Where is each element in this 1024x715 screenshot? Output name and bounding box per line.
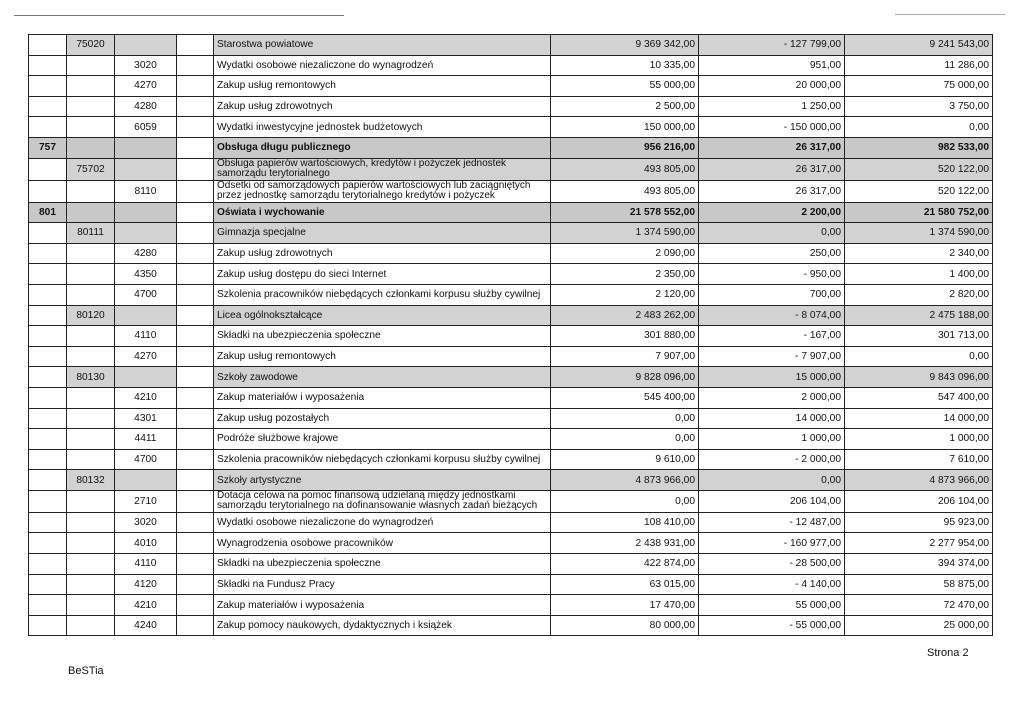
rozdzial-cell: [67, 117, 115, 138]
plan-amount-cell: 80 000,00: [551, 615, 699, 636]
rozdzial-cell: [67, 326, 115, 347]
plan-amount-cell: 2 438 931,00: [551, 533, 699, 554]
paragraf-cell: [115, 202, 177, 223]
dzial-cell: 757: [29, 137, 67, 158]
paragraf-cell: [115, 35, 177, 56]
paragraf-cell: 4010: [115, 533, 177, 554]
dzial-cell: [29, 223, 67, 244]
paragraf-cell: 4120: [115, 574, 177, 595]
rozdzial-cell: 75702: [67, 158, 115, 180]
rozdzial-cell: [67, 449, 115, 470]
dzial-cell: [29, 55, 67, 76]
paragraf-cell: 2710: [115, 490, 177, 512]
dzial-cell: [29, 615, 67, 636]
plan-amount-cell: 2 500,00: [551, 96, 699, 117]
table-row: [29, 429, 993, 450]
dzial-cell: [29, 284, 67, 305]
change-amount-cell: - 150 000,00: [699, 117, 845, 138]
after-change-amount-cell: 520 122,00: [845, 158, 993, 180]
change-amount-cell: 1 000,00: [699, 429, 845, 450]
paragraf-cell: 4270: [115, 76, 177, 97]
table-row: [29, 158, 993, 180]
table-row: [29, 346, 993, 367]
scan-edge-line: [14, 15, 344, 16]
budget-table-body: [29, 35, 993, 636]
change-amount-cell: - 127 799,00: [699, 35, 845, 56]
after-change-amount-cell: 2 475 188,00: [845, 305, 993, 326]
empty-cell: [177, 449, 214, 470]
change-amount-cell: - 160 977,00: [699, 533, 845, 554]
plan-amount-cell: 10 335,00: [551, 55, 699, 76]
dzial-cell: [29, 35, 67, 56]
plan-amount-cell: 0,00: [551, 490, 699, 512]
table-row: [29, 554, 993, 575]
empty-cell: [177, 554, 214, 575]
table-row: [29, 512, 993, 533]
change-amount-cell: - 167,00: [699, 326, 845, 347]
description-cell: Wydatki osobowe niezaliczone do wynagrodzeń: [214, 55, 551, 76]
rozdzial-cell: [67, 202, 115, 223]
plan-amount-cell: 9 610,00: [551, 449, 699, 470]
description-cell: Zakup usług zdrowotnych: [214, 96, 551, 117]
dzial-cell: [29, 408, 67, 429]
change-amount-cell: 1 250,00: [699, 96, 845, 117]
plan-amount-cell: 21 578 552,00: [551, 202, 699, 223]
description-cell: Zakup usług remontowych: [214, 76, 551, 97]
dzial-cell: [29, 429, 67, 450]
table-row: [29, 387, 993, 408]
dzial-cell: [29, 449, 67, 470]
description-cell: Zakup usług zdrowotnych: [214, 243, 551, 264]
description-cell: Wynagrodzenia osobowe pracowników: [214, 533, 551, 554]
empty-cell: [177, 35, 214, 56]
table-row: [29, 117, 993, 138]
after-change-amount-cell: 206 104,00: [845, 490, 993, 512]
change-amount-cell: 206 104,00: [699, 490, 845, 512]
empty-cell: [177, 76, 214, 97]
description-cell: Obsługa papierów wartościowych, kredytów i pożyczek jednostek samorządu terytorialnego: [214, 158, 551, 180]
dzial-cell: [29, 158, 67, 180]
dzial-cell: [29, 387, 67, 408]
table-row: [29, 326, 993, 347]
change-amount-cell: 55 000,00: [699, 595, 845, 616]
table-row: [29, 595, 993, 616]
plan-amount-cell: 2 350,00: [551, 264, 699, 285]
after-change-amount-cell: 301 713,00: [845, 326, 993, 347]
paragraf-cell: 4280: [115, 243, 177, 264]
dzial-cell: [29, 326, 67, 347]
footer-page-number: Strona 2: [927, 647, 969, 659]
description-cell: Licea ogólnokształcące: [214, 305, 551, 326]
empty-cell: [177, 180, 214, 202]
plan-amount-cell: 956 216,00: [551, 137, 699, 158]
rozdzial-cell: [67, 264, 115, 285]
empty-cell: [177, 117, 214, 138]
plan-amount-cell: 9 828 096,00: [551, 367, 699, 388]
after-change-amount-cell: 25 000,00: [845, 615, 993, 636]
after-change-amount-cell: 95 923,00: [845, 512, 993, 533]
rozdzial-cell: [67, 96, 115, 117]
paragraf-cell: 3020: [115, 55, 177, 76]
empty-cell: [177, 55, 214, 76]
after-change-amount-cell: 11 286,00: [845, 55, 993, 76]
empty-cell: [177, 346, 214, 367]
plan-amount-cell: 55 000,00: [551, 76, 699, 97]
paragraf-cell: 4301: [115, 408, 177, 429]
after-change-amount-cell: 547 400,00: [845, 387, 993, 408]
description-cell: Zakup usług pozostałych: [214, 408, 551, 429]
empty-cell: [177, 96, 214, 117]
empty-cell: [177, 367, 214, 388]
dzial-cell: [29, 264, 67, 285]
plan-amount-cell: 63 015,00: [551, 574, 699, 595]
description-cell: Zakup materiałów i wyposażenia: [214, 387, 551, 408]
dzial-cell: [29, 470, 67, 491]
rozdzial-cell: [67, 243, 115, 264]
paragraf-cell: [115, 305, 177, 326]
paragraf-cell: 4700: [115, 449, 177, 470]
plan-amount-cell: 545 400,00: [551, 387, 699, 408]
after-change-amount-cell: 1 000,00: [845, 429, 993, 450]
plan-amount-cell: 17 470,00: [551, 595, 699, 616]
plan-amount-cell: 493 805,00: [551, 158, 699, 180]
rozdzial-cell: 80111: [67, 223, 115, 244]
after-change-amount-cell: 4 873 966,00: [845, 470, 993, 491]
rozdzial-cell: [67, 284, 115, 305]
paragraf-cell: 4110: [115, 326, 177, 347]
rozdzial-cell: [67, 55, 115, 76]
paragraf-cell: 4280: [115, 96, 177, 117]
rozdzial-cell: [67, 408, 115, 429]
rozdzial-cell: [67, 554, 115, 575]
change-amount-cell: - 28 500,00: [699, 554, 845, 575]
after-change-amount-cell: 2 820,00: [845, 284, 993, 305]
change-amount-cell: 250,00: [699, 243, 845, 264]
rozdzial-cell: [67, 574, 115, 595]
table-row: [29, 223, 993, 244]
footer-software-label: BeSTia: [68, 665, 104, 677]
empty-cell: [177, 470, 214, 491]
plan-amount-cell: 0,00: [551, 429, 699, 450]
rozdzial-cell: [67, 615, 115, 636]
change-amount-cell: 0,00: [699, 470, 845, 491]
rozdzial-cell: [67, 180, 115, 202]
after-change-amount-cell: 14 000,00: [845, 408, 993, 429]
description-cell: Zakup pomocy naukowych, dydaktycznych i książek: [214, 615, 551, 636]
description-cell: Wydatki osobowe niezaliczone do wynagrodzeń: [214, 512, 551, 533]
after-change-amount-cell: 1 374 590,00: [845, 223, 993, 244]
table-row: [29, 137, 993, 158]
table-row: [29, 96, 993, 117]
plan-amount-cell: 2 120,00: [551, 284, 699, 305]
change-amount-cell: 951,00: [699, 55, 845, 76]
table-row: [29, 76, 993, 97]
rozdzial-cell: 75020: [67, 35, 115, 56]
dzial-cell: [29, 533, 67, 554]
description-cell: Gimnazja specjalne: [214, 223, 551, 244]
paragraf-cell: 4210: [115, 387, 177, 408]
plan-amount-cell: 1 374 590,00: [551, 223, 699, 244]
description-cell: Oświata i wychowanie: [214, 202, 551, 223]
after-change-amount-cell: 58 875,00: [845, 574, 993, 595]
paragraf-cell: 4110: [115, 554, 177, 575]
description-cell: Zakup usług dostępu do sieci Internet: [214, 264, 551, 285]
plan-amount-cell: 4 873 966,00: [551, 470, 699, 491]
paragraf-cell: 4240: [115, 615, 177, 636]
after-change-amount-cell: 72 470,00: [845, 595, 993, 616]
table-row: [29, 202, 993, 223]
paragraf-cell: 4411: [115, 429, 177, 450]
description-cell: Szkoły artystyczne: [214, 470, 551, 491]
paragraf-cell: 6059: [115, 117, 177, 138]
table-row: [29, 449, 993, 470]
rozdzial-cell: [67, 137, 115, 158]
after-change-amount-cell: 2 277 954,00: [845, 533, 993, 554]
dzial-cell: [29, 512, 67, 533]
paragraf-cell: 4700: [115, 284, 177, 305]
rozdzial-cell: 80120: [67, 305, 115, 326]
table-row: [29, 470, 993, 491]
change-amount-cell: 26 317,00: [699, 180, 845, 202]
table-row: [29, 243, 993, 264]
description-cell: Szkolenia pracowników niebędących członkami korpusu służby cywilnej: [214, 284, 551, 305]
change-amount-cell: 14 000,00: [699, 408, 845, 429]
paragraf-cell: [115, 137, 177, 158]
after-change-amount-cell: 9 843 096,00: [845, 367, 993, 388]
plan-amount-cell: 493 805,00: [551, 180, 699, 202]
rozdzial-cell: [67, 490, 115, 512]
rozdzial-cell: 80130: [67, 367, 115, 388]
change-amount-cell: - 2 000,00: [699, 449, 845, 470]
table-row: [29, 55, 993, 76]
empty-cell: [177, 429, 214, 450]
after-change-amount-cell: 0,00: [845, 346, 993, 367]
change-amount-cell: 26 317,00: [699, 137, 845, 158]
paragraf-cell: [115, 470, 177, 491]
description-cell: Składki na Fundusz Pracy: [214, 574, 551, 595]
empty-cell: [177, 223, 214, 244]
empty-cell: [177, 408, 214, 429]
dzial-cell: [29, 367, 67, 388]
rozdzial-cell: [67, 533, 115, 554]
description-cell: Dotacja celowa na pomoc finansową udzielaną między jednostkami samorządu terytorialnego na dofinansowanie własnych zadań bieżących: [214, 490, 551, 512]
change-amount-cell: 15 000,00: [699, 367, 845, 388]
after-change-amount-cell: 21 580 752,00: [845, 202, 993, 223]
budget-table: [28, 34, 993, 636]
table-row: [29, 533, 993, 554]
paragraf-cell: 4210: [115, 595, 177, 616]
rozdzial-cell: [67, 76, 115, 97]
rozdzial-cell: [67, 387, 115, 408]
change-amount-cell: - 12 487,00: [699, 512, 845, 533]
plan-amount-cell: 0,00: [551, 408, 699, 429]
rozdzial-cell: [67, 429, 115, 450]
plan-amount-cell: 422 874,00: [551, 554, 699, 575]
description-cell: Starostwa powiatowe: [214, 35, 551, 56]
table-row: [29, 367, 993, 388]
table-row: [29, 574, 993, 595]
dzial-cell: [29, 595, 67, 616]
description-cell: Odsetki od samorządowych papierów wartościowych lub zaciągniętych przez jednostkę samorządu terytorialnego kredytów i pożyczek: [214, 180, 551, 202]
change-amount-cell: - 950,00: [699, 264, 845, 285]
after-change-amount-cell: 0,00: [845, 117, 993, 138]
table-row: [29, 615, 993, 636]
paragraf-cell: 4270: [115, 346, 177, 367]
table-row: [29, 284, 993, 305]
table-row: [29, 490, 993, 512]
change-amount-cell: 0,00: [699, 223, 845, 244]
change-amount-cell: - 4 140,00: [699, 574, 845, 595]
change-amount-cell: 26 317,00: [699, 158, 845, 180]
empty-cell: [177, 574, 214, 595]
empty-cell: [177, 202, 214, 223]
rozdzial-cell: [67, 512, 115, 533]
paragraf-cell: 4350: [115, 264, 177, 285]
plan-amount-cell: 7 907,00: [551, 346, 699, 367]
empty-cell: [177, 284, 214, 305]
paragraf-cell: [115, 367, 177, 388]
change-amount-cell: - 7 907,00: [699, 346, 845, 367]
plan-amount-cell: 2 483 262,00: [551, 305, 699, 326]
description-cell: Wydatki inwestycyjne jednostek budżetowych: [214, 117, 551, 138]
after-change-amount-cell: 75 000,00: [845, 76, 993, 97]
change-amount-cell: - 8 074,00: [699, 305, 845, 326]
table-row: [29, 408, 993, 429]
change-amount-cell: 20 000,00: [699, 76, 845, 97]
plan-amount-cell: 150 000,00: [551, 117, 699, 138]
dzial-cell: [29, 180, 67, 202]
empty-cell: [177, 158, 214, 180]
dzial-cell: [29, 305, 67, 326]
empty-cell: [177, 615, 214, 636]
table-row: [29, 180, 993, 202]
dzial-cell: [29, 574, 67, 595]
after-change-amount-cell: 3 750,00: [845, 96, 993, 117]
after-change-amount-cell: 1 400,00: [845, 264, 993, 285]
description-cell: Szkoły zawodowe: [214, 367, 551, 388]
dzial-cell: [29, 117, 67, 138]
dzial-cell: [29, 243, 67, 264]
description-cell: Podróże służbowe krajowe: [214, 429, 551, 450]
dzial-cell: 801: [29, 202, 67, 223]
empty-cell: [177, 533, 214, 554]
change-amount-cell: 2 200,00: [699, 202, 845, 223]
plan-amount-cell: 108 410,00: [551, 512, 699, 533]
rozdzial-cell: [67, 346, 115, 367]
description-cell: Zakup usług remontowych: [214, 346, 551, 367]
empty-cell: [177, 326, 214, 347]
dzial-cell: [29, 76, 67, 97]
empty-cell: [177, 243, 214, 264]
empty-cell: [177, 595, 214, 616]
change-amount-cell: 700,00: [699, 284, 845, 305]
paragraf-cell: 8110: [115, 180, 177, 202]
after-change-amount-cell: 7 610,00: [845, 449, 993, 470]
scan-edge-line: [895, 14, 1005, 15]
change-amount-cell: - 55 000,00: [699, 615, 845, 636]
dzial-cell: [29, 346, 67, 367]
description-cell: Szkolenia pracowników niebędących członkami korpusu służby cywilnej: [214, 449, 551, 470]
table-row: [29, 35, 993, 56]
table-row: [29, 305, 993, 326]
paragraf-cell: 3020: [115, 512, 177, 533]
change-amount-cell: 2 000,00: [699, 387, 845, 408]
after-change-amount-cell: 2 340,00: [845, 243, 993, 264]
description-cell: Składki na ubezpieczenia społeczne: [214, 554, 551, 575]
plan-amount-cell: 2 090,00: [551, 243, 699, 264]
rozdzial-cell: [67, 595, 115, 616]
table-row: [29, 264, 993, 285]
after-change-amount-cell: 9 241 543,00: [845, 35, 993, 56]
description-cell: Składki na ubezpieczenia społeczne: [214, 326, 551, 347]
empty-cell: [177, 490, 214, 512]
description-cell: Zakup materiałów i wyposażenia: [214, 595, 551, 616]
dzial-cell: [29, 490, 67, 512]
empty-cell: [177, 512, 214, 533]
rozdzial-cell: 80132: [67, 470, 115, 491]
paragraf-cell: [115, 223, 177, 244]
paragraf-cell: [115, 158, 177, 180]
empty-cell: [177, 387, 214, 408]
after-change-amount-cell: 520 122,00: [845, 180, 993, 202]
description-cell: Obsługa długu publicznego: [214, 137, 551, 158]
after-change-amount-cell: 394 374,00: [845, 554, 993, 575]
empty-cell: [177, 137, 214, 158]
plan-amount-cell: 9 369 342,00: [551, 35, 699, 56]
dzial-cell: [29, 554, 67, 575]
empty-cell: [177, 305, 214, 326]
empty-cell: [177, 264, 214, 285]
plan-amount-cell: 301 880,00: [551, 326, 699, 347]
dzial-cell: [29, 96, 67, 117]
after-change-amount-cell: 982 533,00: [845, 137, 993, 158]
